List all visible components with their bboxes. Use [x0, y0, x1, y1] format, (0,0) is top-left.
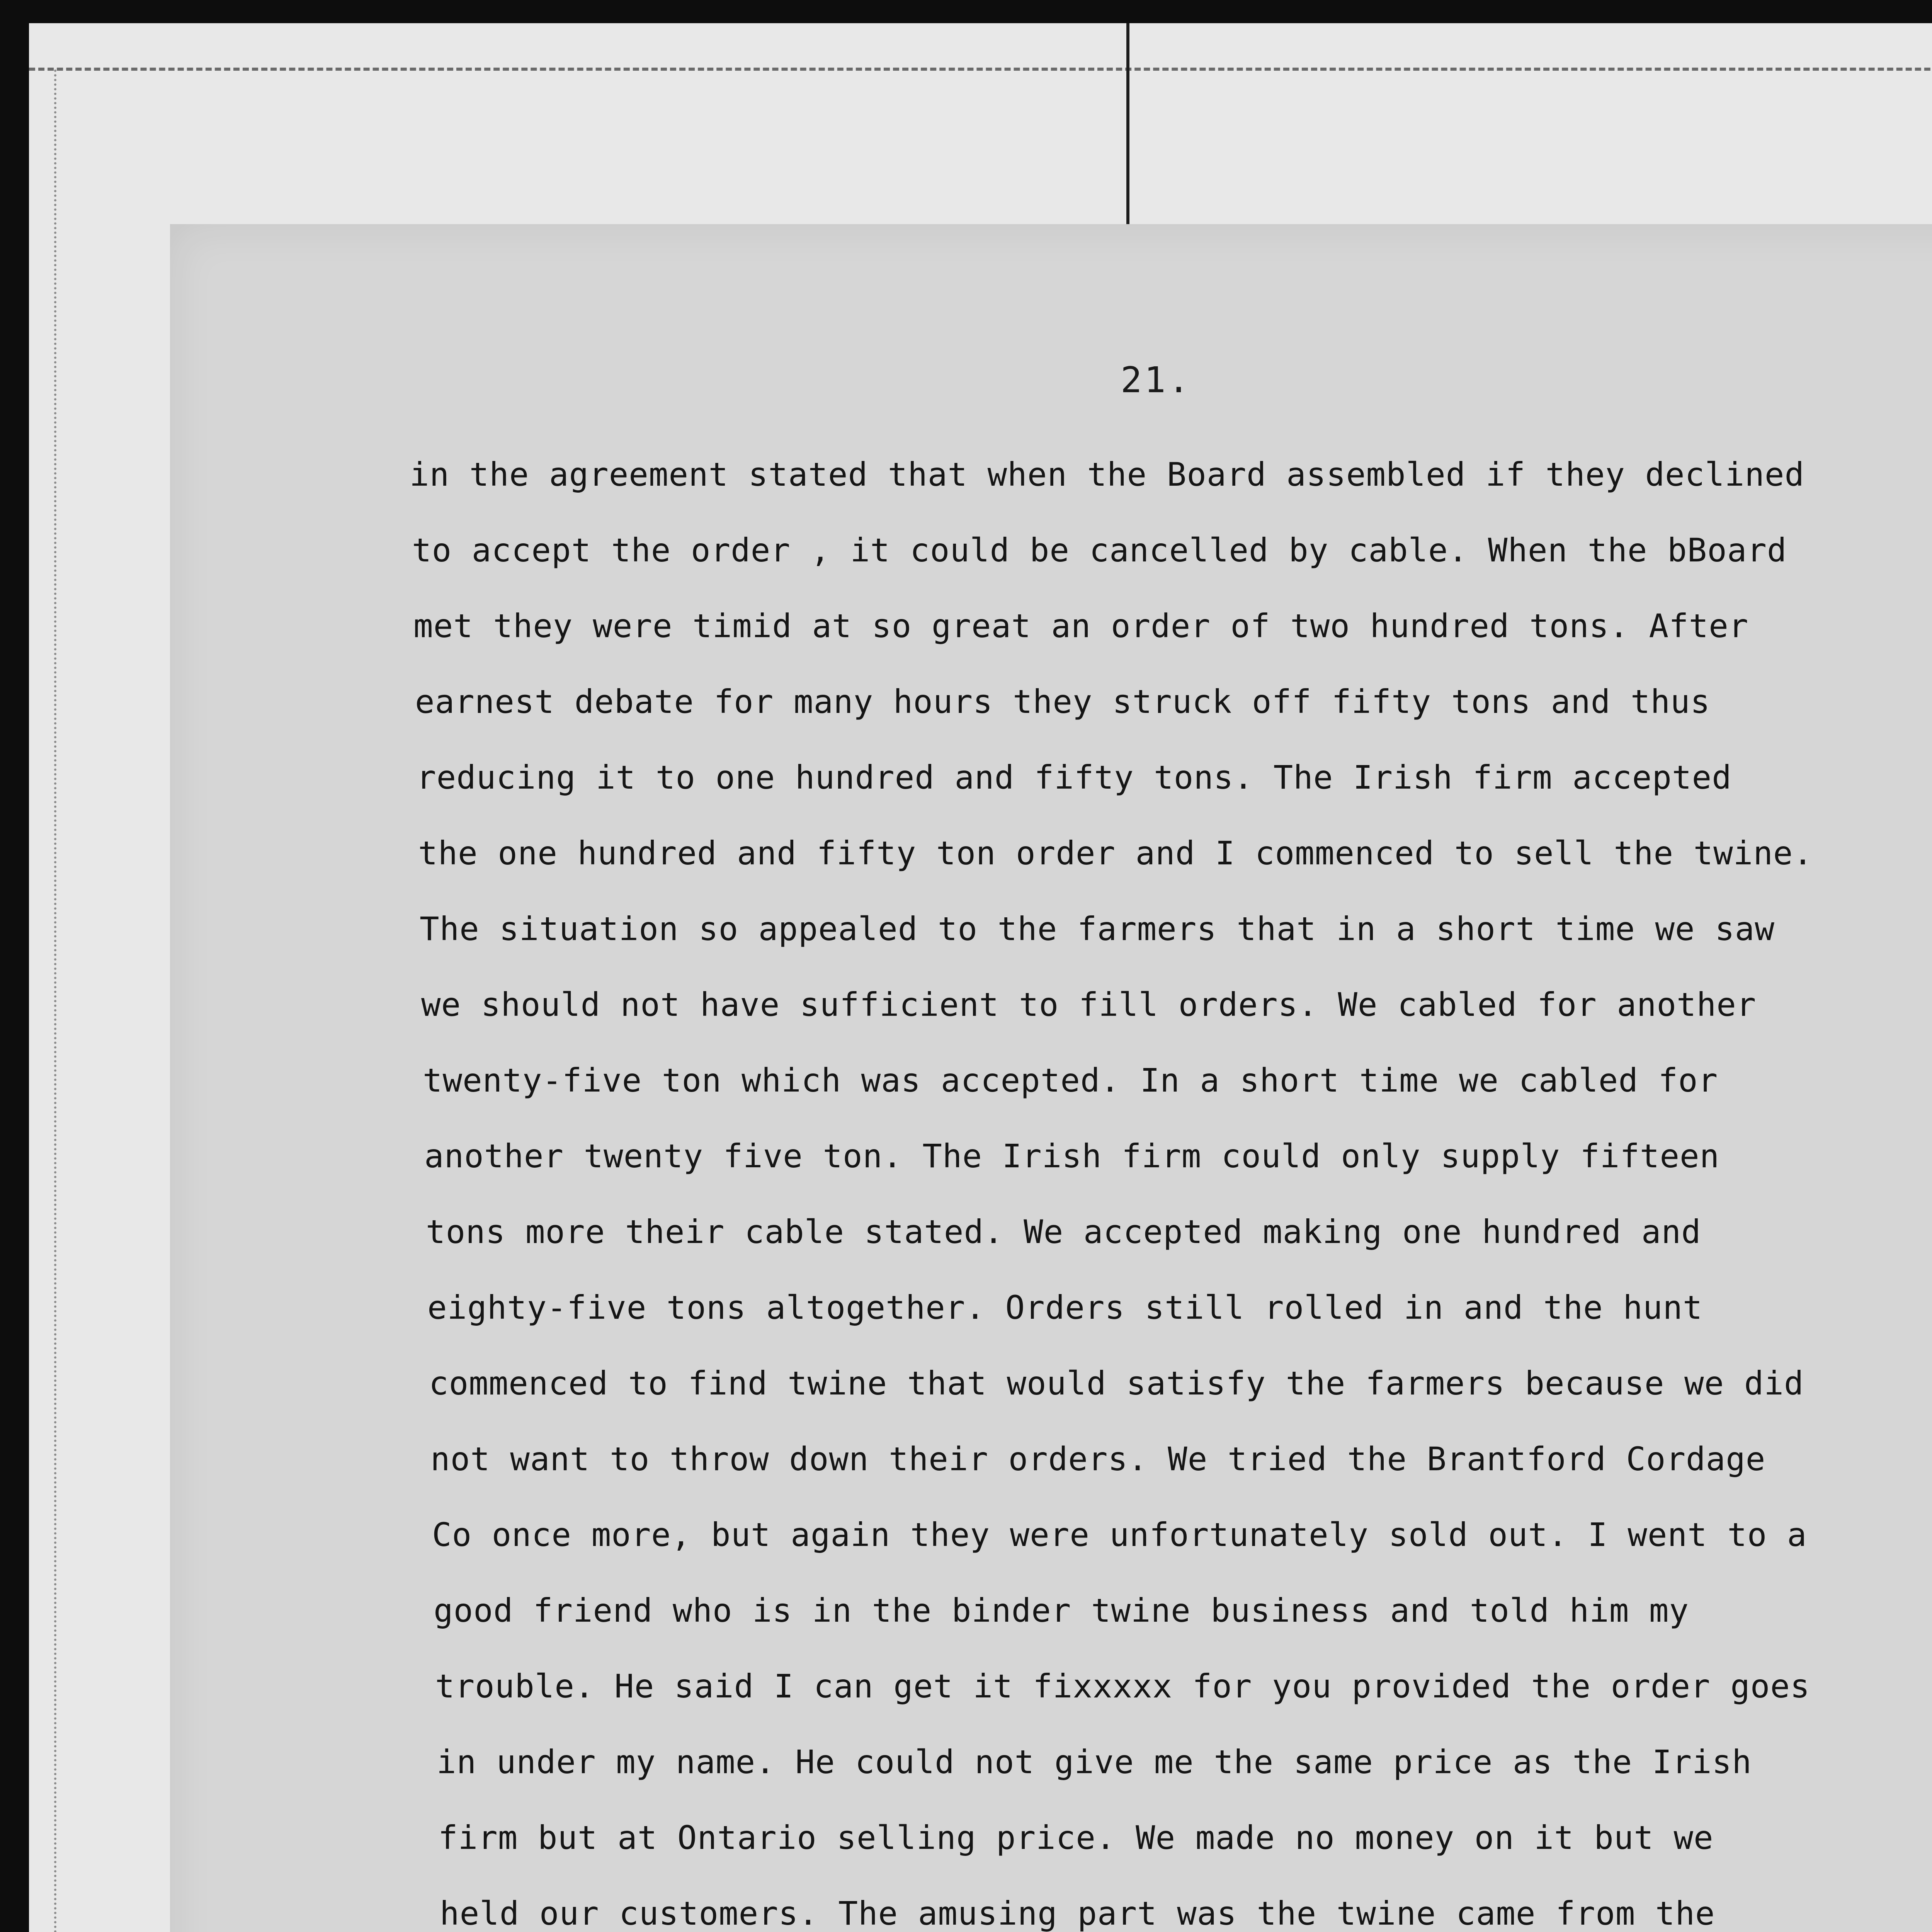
text-line: good friend who is in the binder twine business and told him my — [434, 1592, 1689, 1629]
text-line: The situation so appealed to the farmers that in a short time we saw — [420, 910, 1775, 948]
mount-guide-line — [29, 68, 1932, 71]
body-text — [410, 437, 1932, 1932]
text-line: to accept the order , it could be cancelled by cable. When the bBoard — [412, 531, 1787, 569]
text-line: commenced to find twine that would satisfy the farmers because we did — [429, 1364, 1804, 1402]
mount-edge-left — [54, 70, 56, 1932]
text-line: in under my name. He could not give me the same price as the Irish — [437, 1743, 1752, 1781]
text-line: we should not have sufficient to fill orders. We cabled for another — [421, 986, 1757, 1024]
page-number: 21. — [1121, 359, 1192, 401]
text-line: trouble. He said I can get it fixxxxx for you provided the order goes — [435, 1667, 1810, 1705]
text-line: held our customers. The amusing part was the twine came from the — [440, 1895, 1715, 1932]
text-line: met they were timid at so great an order of two hundred tons. After — [413, 607, 1749, 645]
text-line: earnest debate for many hours they struck off fifty tons and thus — [415, 683, 1711, 721]
text-line: another twenty five ton. The Irish firm could only supply fifteen — [424, 1137, 1720, 1175]
text-line: firm but at Ontario selling price. We made no money on it but we — [438, 1819, 1714, 1857]
mount-divider — [1126, 23, 1129, 232]
text-line: eighty-five tons altogether. Orders still rolled in and the hunt — [427, 1289, 1703, 1327]
text-line: tons more their cable stated. We accepted making one hundred and — [426, 1213, 1701, 1251]
text-line: Co once more, but again they were unfortunately sold out. I went to a — [432, 1516, 1807, 1554]
text-line: reducing it to one hundred and fifty tons. The Irish firm accepted — [417, 759, 1732, 796]
text-line: twenty-five ton which was accepted. In a short time we cabled for — [423, 1061, 1718, 1099]
text-line: not want to throw down their orders. We tried the Brantford Cordage — [430, 1440, 1766, 1478]
text-line: in the agreement stated that when the Board assembled if they declined — [410, 456, 1805, 493]
text-line: the one hundred and fifty ton order and I commenced to sell the twine. — [418, 834, 1813, 872]
